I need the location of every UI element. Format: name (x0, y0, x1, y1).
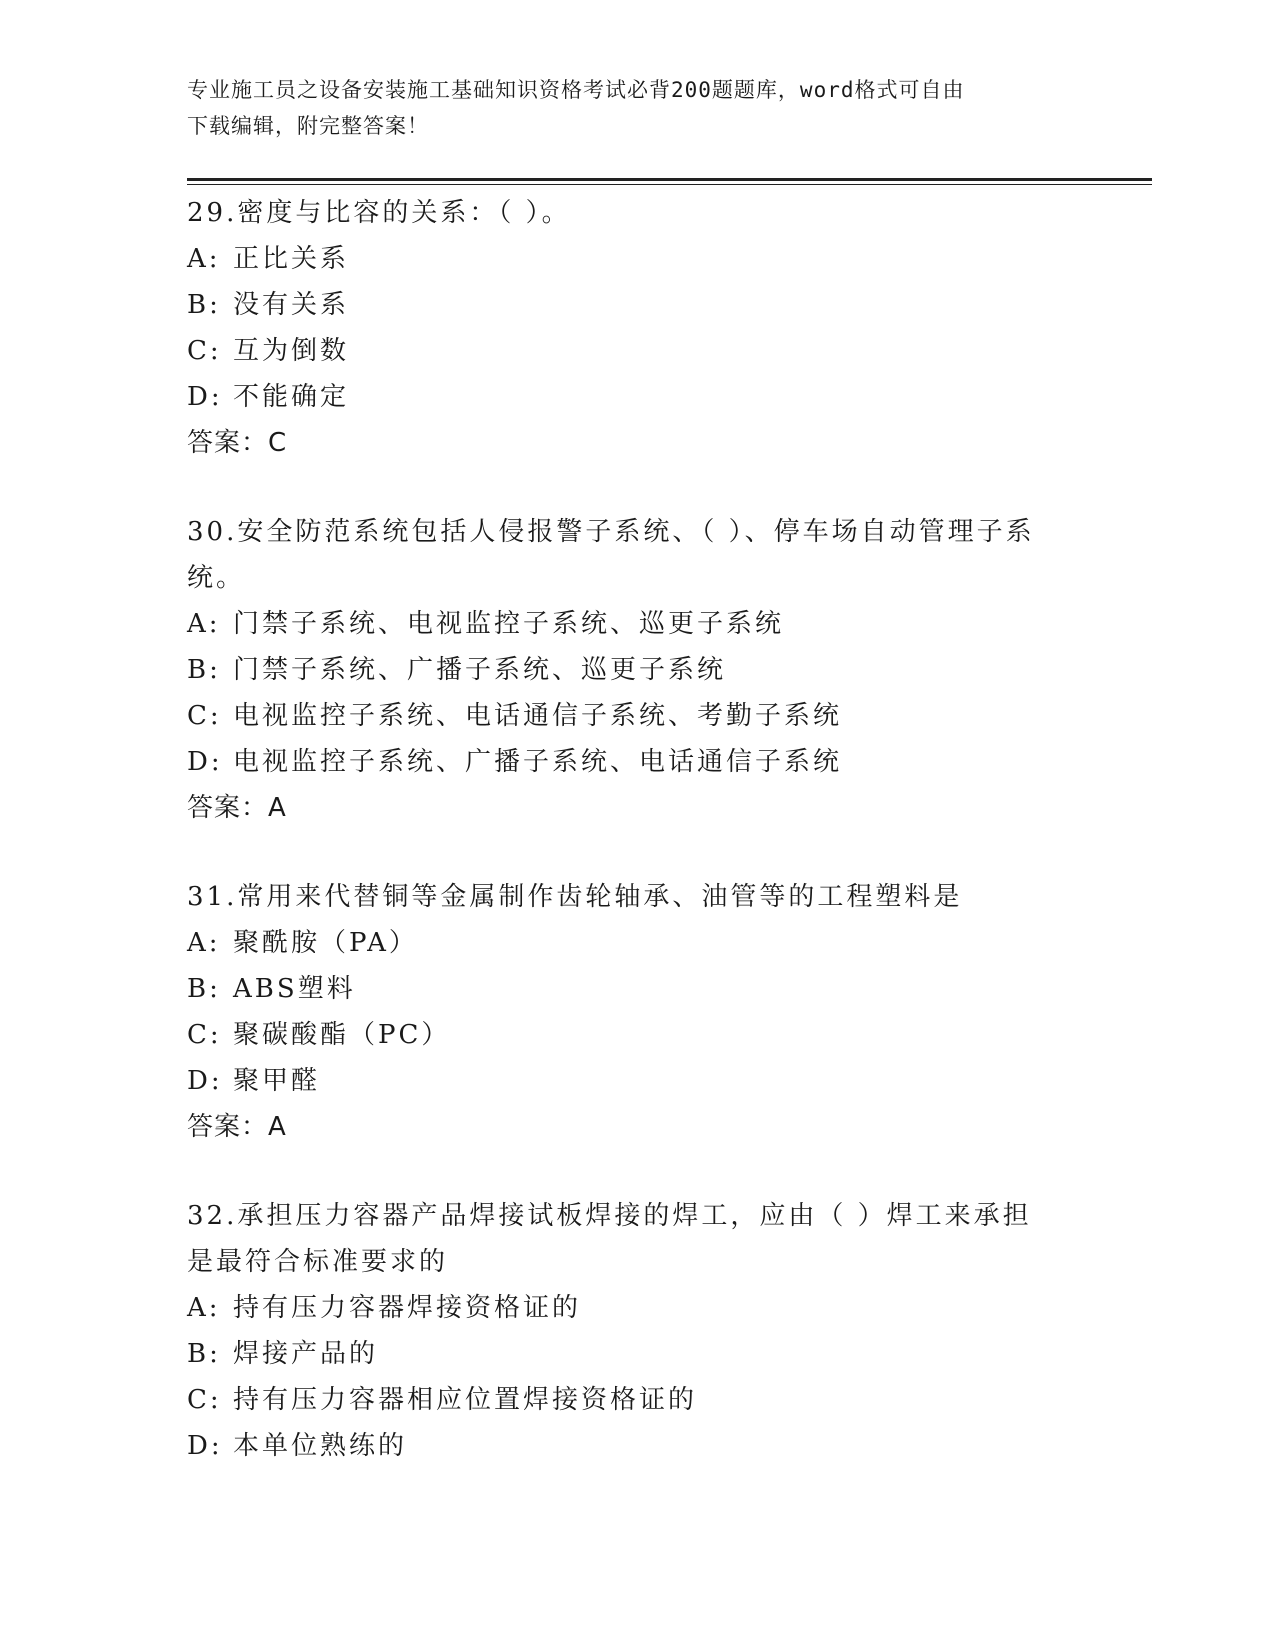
question-29 (187, 190, 1087, 466)
option-text: 没有关系 (233, 290, 350, 320)
option-c (187, 328, 1087, 374)
question-31 (187, 874, 1087, 1150)
answer-line (187, 1104, 1087, 1150)
option-text: 聚碳酸酯（PC） (233, 1020, 451, 1050)
option-text: 持有压力容器焊接资格证的 (233, 1293, 582, 1323)
option-text: 本单位熟练的 (233, 1431, 408, 1461)
option-letter: B: (187, 1339, 221, 1369)
answer-label: 答案： (187, 1112, 269, 1142)
option-letter: D: (187, 1431, 223, 1461)
option-a (187, 1285, 1087, 1331)
option-text: 电视监控子系统、广播子系统、电话通信子系统 (233, 747, 843, 777)
option-letter: A: (187, 609, 221, 639)
option-letter: D: (187, 382, 223, 412)
option-text: 聚酰胺（PA） (233, 928, 418, 958)
option-a (187, 236, 1087, 282)
option-text: 电视监控子系统、电话通信子系统、考勤子系统 (233, 701, 843, 731)
option-a (187, 601, 1087, 647)
option-text: 持有压力容器相应位置焊接资格证的 (233, 1385, 698, 1415)
option-b (187, 966, 1087, 1012)
option-letter: A: (187, 928, 221, 958)
option-b (187, 1331, 1087, 1377)
answer-value: A (268, 1112, 287, 1142)
option-a (187, 920, 1087, 966)
option-text: 互为倒数 (233, 336, 350, 366)
option-b (187, 282, 1087, 328)
question-list (187, 190, 1087, 1512)
question-30 (187, 509, 1087, 831)
header-divider-thin (187, 184, 1152, 185)
question-32 (187, 1193, 1087, 1469)
option-c (187, 1012, 1087, 1058)
option-letter: C: (187, 1385, 222, 1415)
option-b (187, 647, 1087, 693)
option-c (187, 1377, 1087, 1423)
option-letter: D: (187, 1066, 223, 1096)
option-letter: C: (187, 336, 222, 366)
option-letter: B: (187, 655, 221, 685)
question-stem: 29.密度与比容的关系：（ ）。 (187, 198, 571, 228)
option-letter: A: (187, 244, 221, 274)
answer-line (187, 785, 1087, 831)
option-text: ABS塑料 (233, 974, 356, 1004)
option-letter: B: (187, 290, 221, 320)
option-text: 门禁子系统、广播子系统、巡更子系统 (233, 655, 727, 685)
option-text: 聚甲醛 (233, 1066, 321, 1096)
option-text: 焊接产品的 (233, 1339, 379, 1369)
option-letter: B: (187, 974, 221, 1004)
header-line-2: 下载编辑，附完整答案！ (187, 114, 429, 138)
option-text: 不能确定 (233, 382, 350, 412)
header-divider-thick (187, 178, 1152, 181)
option-d (187, 1058, 1087, 1104)
answer-label: 答案： (187, 793, 269, 823)
option-letter: C: (187, 701, 222, 731)
option-d (187, 374, 1087, 420)
question-stem: 30.安全防范系统包括人侵报警子系统、（ ）、停车场自动管理子系统。 (187, 517, 1035, 593)
option-c (187, 693, 1087, 739)
option-letter: A: (187, 1293, 221, 1323)
option-letter: D: (187, 747, 223, 777)
header-line-1: 专业施工员之设备安装施工基础知识资格考试必背200题题库，word格式可自由 (187, 78, 965, 102)
answer-label: 答案： (187, 428, 269, 458)
option-letter: C: (187, 1020, 222, 1050)
answer-line (187, 420, 1087, 466)
question-stem: 32.承担压力容器产品焊接试板焊接的焊工，应由（ ）焊工来承担是最符合标准要求的 (187, 1201, 1032, 1277)
document-header (187, 72, 1067, 144)
option-d (187, 1423, 1087, 1469)
answer-value: A (268, 793, 287, 823)
option-text: 正比关系 (233, 244, 350, 274)
option-text: 门禁子系统、电视监控子系统、巡更子系统 (233, 609, 785, 639)
question-stem: 31.常用来代替铜等金属制作齿轮轴承、油管等的工程塑料是 (187, 882, 963, 912)
option-d (187, 739, 1087, 785)
answer-value: C (268, 428, 288, 458)
